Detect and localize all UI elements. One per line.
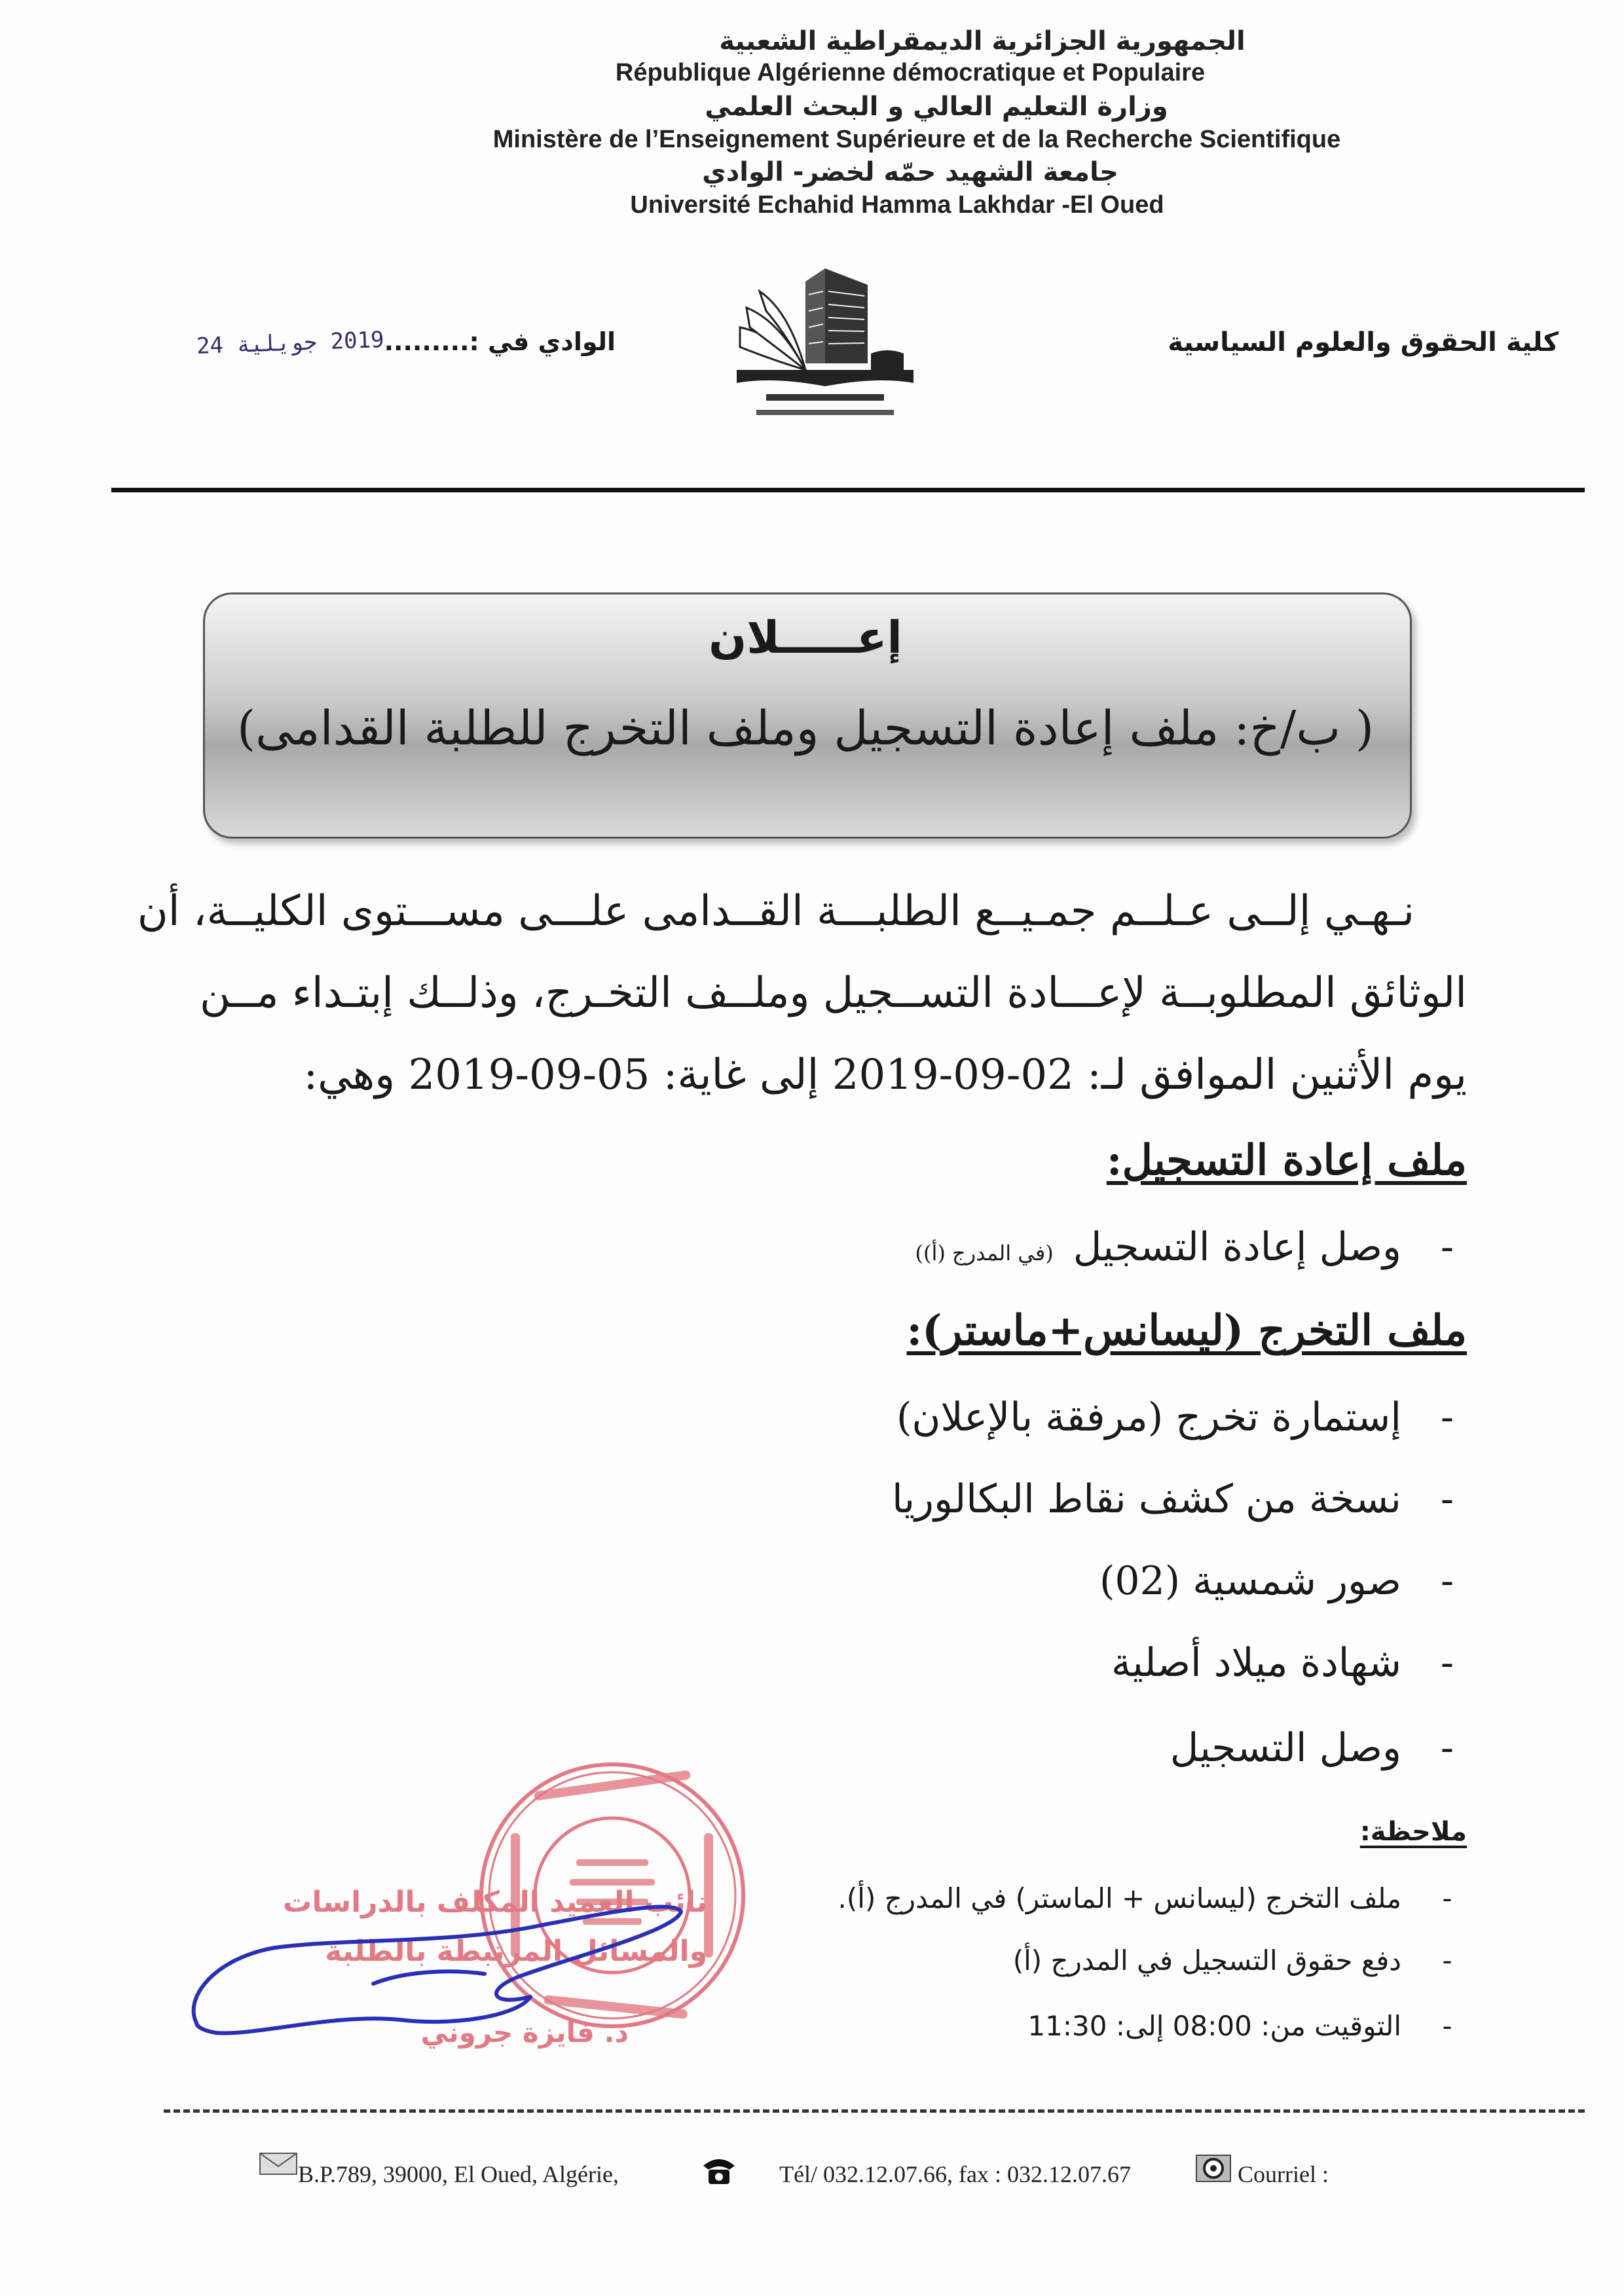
header-ministry-ar: وزارة التعليم العالي و البحث العلمي: [705, 92, 1168, 122]
place-date-label: الوادي في :: [469, 327, 616, 356]
header-university-fr: Université Echahid Hamma Lakhdar -El Oued: [630, 191, 1164, 219]
note-item: [838, 1882, 1467, 1914]
announcement-title: إعـــــلان: [709, 612, 902, 664]
header-republic-fr: République Algérienne démocratique et Populaire: [615, 59, 1206, 86]
note-item: [1027, 2010, 1467, 2042]
bullet-dash: -: [1442, 2010, 1452, 2042]
note-text: دفع حقوق التسجيل في المدرج (أ): [1012, 1944, 1401, 1977]
note-item: [1013, 1944, 1467, 1977]
place-date: [196, 327, 616, 359]
list-item-text: وصل إعادة التسجيل: [1073, 1224, 1401, 1270]
body-line: نـهـي إلــى عـلــم جمـيــع الطلبـــة القــدامى علـــى مســـتوى الكليــة، أن: [137, 887, 1414, 936]
handwritten-signature: [177, 1886, 701, 2056]
footer-phone-fax: Tél/ 032.12.07.66, fax : 032.12.07.67: [779, 2161, 1131, 2187]
university-logo: [727, 255, 923, 432]
header-divider: [111, 488, 1585, 492]
list-item-text: نسخة من كشف نقاط البكالوريا: [892, 1476, 1401, 1522]
list-item: [1111, 1640, 1467, 1686]
bullet-dash: -: [1440, 1558, 1454, 1604]
bullet-dash: -: [1442, 1944, 1452, 1977]
signatory-title-2: والمسائل المرتبطة بالطلبة: [325, 1935, 707, 1968]
list-item: [1170, 1725, 1467, 1771]
bullet-dash: -: [1440, 1224, 1454, 1270]
bullet-dash: -: [1442, 1882, 1452, 1914]
signatory-name: د. فايزة جروني: [420, 2016, 629, 2049]
header-university-ar: جامعة الشهيد حمّه لخضر- الوادي: [702, 157, 1118, 187]
footer-address: B.P.789, 39000, El Oued, Algérie,: [298, 2161, 619, 2187]
body-line: يوم الأثنين الموافق لـ: 02-09-2019 إلى غاية: 05-09-2019 وهي:: [303, 1051, 1467, 1099]
envelope-icon: [259, 2151, 298, 2177]
footer-email-label: Courriel :: [1238, 2161, 1329, 2187]
section-heading-graduation: ملف التخرج (ليسانس+ماستر):: [906, 1306, 1467, 1355]
list-item-note: (في المدرج (أ)): [915, 1241, 1054, 1266]
footer-divider: [164, 2109, 1585, 2113]
list-item-text: وصل التسجيل: [1170, 1725, 1401, 1771]
list-item-text: صور شمسية (02): [1099, 1558, 1401, 1604]
bullet-dash: -: [1440, 1725, 1454, 1771]
list-item: [1099, 1558, 1467, 1604]
faculty-name: كلية الحقوق والعلوم السياسية: [1168, 327, 1559, 357]
note-text: ملف التخرج (ليسانس + الماستر) في المدرج (أ).: [838, 1882, 1401, 1914]
bullet-dash: -: [1440, 1394, 1454, 1440]
at-icon: [1195, 2151, 1234, 2184]
list-item-text: إستمارة تخرج (مرفقة بالإعلان): [896, 1394, 1401, 1440]
place-date-dots: .........: [384, 327, 470, 356]
list-item: [892, 1476, 1467, 1522]
section-heading-reregistration: ملف إعادة التسجيل:: [1106, 1136, 1467, 1185]
announcement-subtitle: ( ب/خ: ملف إعادة التسجيل وملف التخرج للطلبة القدامى): [236, 701, 1375, 756]
list-item: [896, 1394, 1467, 1440]
phone-icon: [701, 2154, 737, 2187]
bullet-dash: -: [1440, 1476, 1454, 1522]
header-ministry-fr: Ministère de l’Enseignement Supérieure et de la Recherche Scientifique: [492, 126, 1341, 153]
notes-heading: ملاحظة:: [1359, 1817, 1467, 1847]
header-republic-ar: الجمهورية الجزائرية الديمقراطية الشعبية: [719, 26, 1246, 56]
list-item: [915, 1224, 1467, 1270]
note-text: التوقيت من: 08:00 إلى: 11:30: [1027, 2010, 1401, 2042]
list-item-text: شهادة ميلاد أصلية: [1111, 1640, 1401, 1686]
bullet-dash: -: [1440, 1640, 1454, 1686]
signatory-title: نائب العميد المكلف بالدراسات: [283, 1886, 707, 1919]
handwritten-date: 2019 جويلية 24: [196, 327, 385, 359]
body-line: الوثائق المطلوبــة لإعـــادة التســجيل وملــف التخـرج، وذلــك إبتـداء مــن: [199, 969, 1467, 1017]
